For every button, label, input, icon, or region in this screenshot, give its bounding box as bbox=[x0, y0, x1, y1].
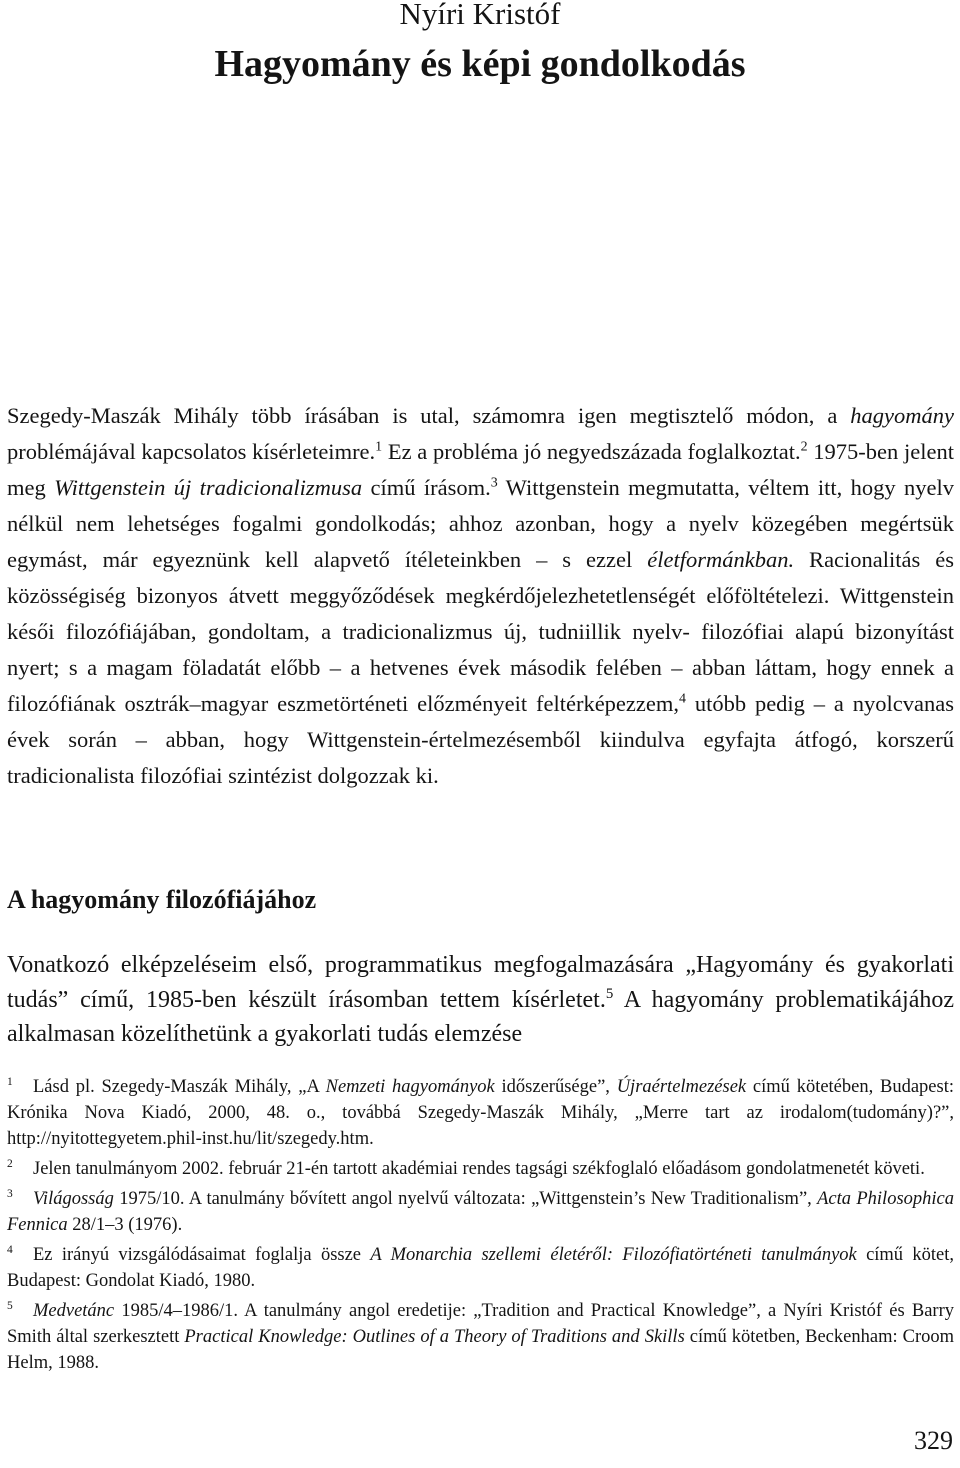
footnote-3: $^3$ Világosság 1975/10. A tanulmány bővített angol nyelvű változata: „Wittgenstein’s New Traditionalism”, Acta Philosophica Fennica 28/1–3 (1976). bbox=[7, 1187, 954, 1235]
footnote-ref-3[interactable]: 3 bbox=[490, 475, 498, 491]
footnote-1: $^1$ Lásd pl. Szegedy-Maszák Mihály, „A Nemzeti hagyományok időszerűsége”, Újraértelmezések című kötetében, Budapest: Krónika Nova Kiadó, 2000, 48. o., továbbá Szegedy-Maszák Mihály, „Merre tart az irodalom(tudomány)?”, http://nyitottegyetem.phil-inst.hu/lit/szegedy.htm. bbox=[7, 1075, 954, 1149]
page-number: 329 bbox=[914, 1426, 953, 1455]
footnotes bbox=[7, 1074, 954, 1380]
article-title: Hagyomány és képi gondolkodás bbox=[214, 43, 746, 85]
footnote-ref-2[interactable]: 2 bbox=[800, 439, 808, 455]
footnote-2: $^2$ Jelen tanulmányom 2002. február 21-én tartott akadémiai rendes tagsági székfoglaló előadásom gondolatmenetét követi. bbox=[7, 1157, 925, 1179]
section-heading: A hagyomány filozófiájához bbox=[7, 885, 317, 914]
footnote-4: $^4$ Ez irányú vizsgálódásaimat foglalja össze A Monarchia szellemi életéről: Filozófiatörténeti tanulmányok című kötet, Budapest: Gondolat Kiadó, 1980. bbox=[7, 1243, 954, 1291]
footnote-ref-1[interactable]: 1 bbox=[375, 439, 383, 455]
footnote-ref-4[interactable]: 4 bbox=[679, 691, 686, 707]
body-paragraph-2: Vonatkozó elképzeléseim első, programmatikus megfogalmazására „Hagyomány és gyakorlati tudás” című, 1985-ben készült írásomban tettem kísérletet.$^5$ A hagyomány problematikájához alkalmasan közelíthetünk a gyakorlati tudás elemzése bbox=[7, 952, 955, 1047]
footnote-5: $^5$ Medvetánc 1985/4–1986/1. A tanulmány angol eredetije: „Tradition and Practical Knowledge”, a Nyíri Kristóf és Barry Smith által szerkesztett Practical Knowledge: Outlines of a Theory of Traditions and Skills című kötetben, Beckenham: Croom Helm, 1988. bbox=[7, 1299, 954, 1373]
body-paragraph-1: Szegedy-Maszák Mihály több írásában is utal, számomra igen megtisztelő módon, a hagyomány problémájával kapcsolatos kísérleteimre.$^1$ Ez a probléma jó negyedszázada foglalkoztat.$^2$ 1975-ben jelent meg Wittgenstein új tradicionalizmusa című írásom.$^3$ Wittgenstein megmutatta, véltem itt, hogy nyelv nélkül nem lehetséges fogalmi gondolkodás; ahhoz azonban, hogy a nyelv közegében megértsük egymást, már egyeznünk kell alapvető ítéleteinkben – s ezzel életformánkban. Racionalitás és közösségiség bizonyos átvett meggyőződések megkérdőjelezhetetlenségét előföltételezi. Wittgenstein késői filozófiájában, gondoltam, a tradicionalizmus új, tudniillik nyelv- filozófiai alapú bizonyítást nyert; s a magam föladatát előbb – a hetvenes évek második felében – abban láttam, hogy ennek a filozófiának osztrák–magyar eszmetörténeti előzményeit feltérképezzem,$^4$ utóbb pedig – a nyolcvanas évek során – abban, hogy Wittgenstein-értelmezésemből kiindulva egyfajta átfogó, korszerű tradicionalista filozófiai szintézist dolgozzak ki. bbox=[7, 403, 954, 788]
footnote-ref-5[interactable]: 5 bbox=[605, 985, 614, 1002]
author-name: Nyíri Kristóf bbox=[399, 0, 561, 31]
